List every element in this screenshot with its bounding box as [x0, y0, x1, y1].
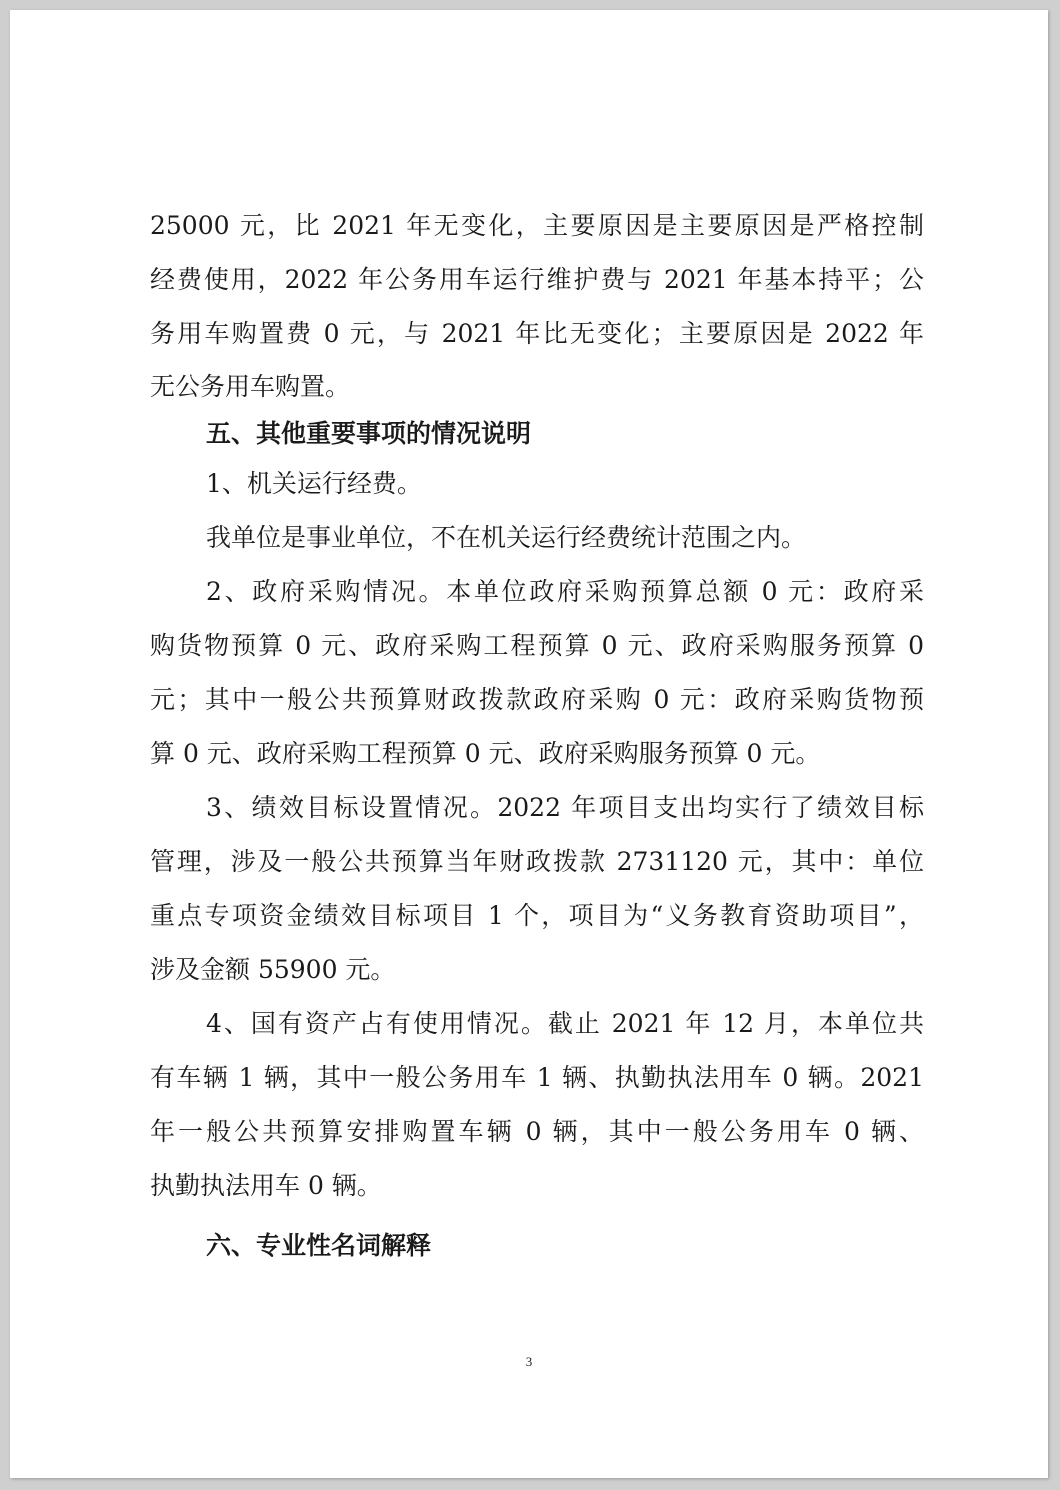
body-line: 元；其中一般公共预算财政拨款政府采购 0 元：政府采购货物预 [150, 685, 924, 714]
body-line: 算 0 元、政府采购工程预算 0 元、政府采购服务预算 0 元。 [150, 739, 821, 768]
subsection-heading: 1、机关运行经费。 [206, 469, 422, 498]
body-line: 有车辆 1 辆，其中一般公务用车 1 辆、执勤执法用车 0 辆。2021 [150, 1063, 924, 1092]
body-line: 执勤执法用车 0 辆。 [150, 1171, 382, 1200]
body-line: 3、绩效目标设置情况。2022 年项目支出均实行了绩效目标 [206, 793, 924, 822]
body-line: 我单位是事业单位，不在机关运行经费统计范围之内。 [206, 523, 807, 552]
body-line: 涉及金额 55900 元。 [150, 955, 396, 984]
body-line: 务用车购置费 0 元，与 2021 年比无变化；主要原因是 2022 年 [150, 319, 924, 348]
body-line: 购货物预算 0 元、政府采购工程预算 0 元、政府采购服务预算 0 [150, 631, 924, 660]
page-number: 3 [525, 1354, 533, 1369]
body-line: 管理，涉及一般公共预算当年财政拨款 2731120 元，其中：单位 [150, 847, 924, 876]
body-line: 25000 元，比 2021 年无变化，主要原因是主要原因是严格控制 [150, 211, 924, 240]
document-page [10, 10, 1048, 1478]
body-line: 年一般公共预算安排购置车辆 0 辆，其中一般公务用车 0 辆、 [150, 1117, 924, 1146]
body-line: 4、国有资产占有使用情况。截止 2021 年 12 月，本单位共 [206, 1009, 924, 1038]
section-heading-5: 五、其他重要事项的情况说明 [206, 419, 532, 448]
body-line: 无公务用车购置。 [150, 372, 351, 401]
body-line: 重点专项资金绩效目标项目 1 个，项目为“义务教育资助项目”， [150, 901, 924, 930]
body-line: 经费使用，2022 年公务用车运行维护费与 2021 年基本持平；公 [150, 265, 924, 294]
section-heading-6: 六、专业性名词解释 [206, 1231, 432, 1260]
body-line: 2、政府采购情况。本单位政府采购预算总额 0 元：政府采 [206, 577, 924, 606]
